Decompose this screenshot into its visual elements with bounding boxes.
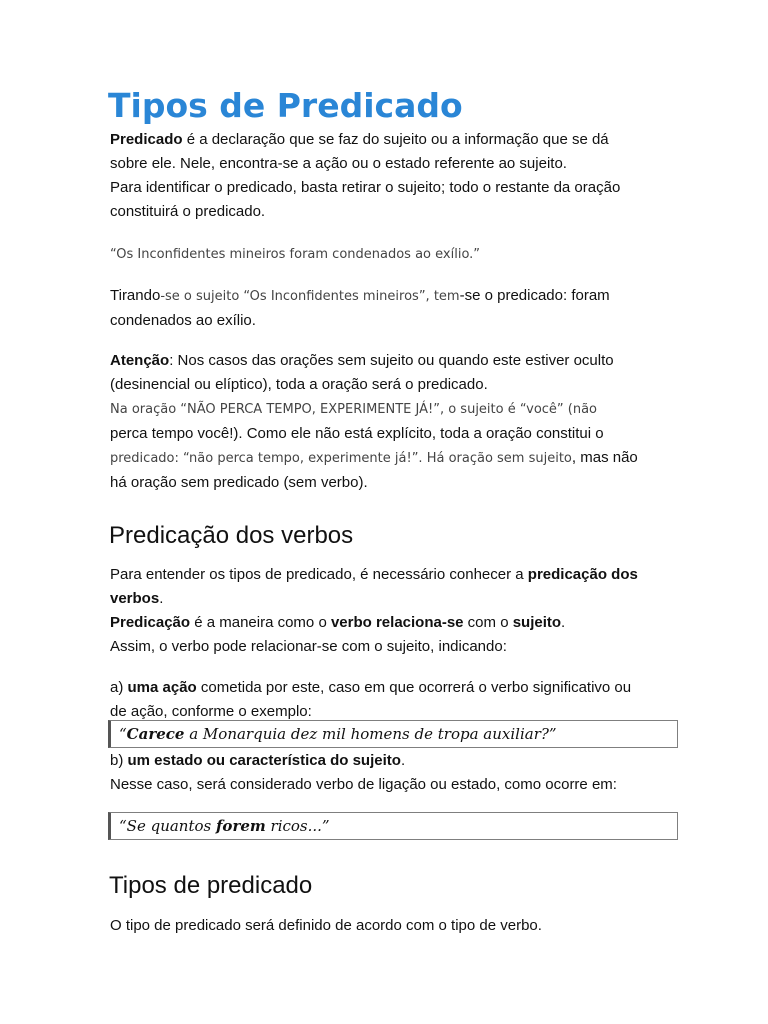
item-b-paragraph — [110, 749, 670, 797]
attention-line-4: perca tempo você!). Como ele não está explícito, toda a oração constitui o — [110, 425, 604, 442]
page-title: Tipos de Predicado — [108, 86, 463, 125]
attention-line-3: Na oração “NÃO PERCA TEMPO, EXPERIMENTE JÁ!”, o sujeito é “você” (não — [110, 402, 598, 417]
term-verbo-relaciona: verbo relaciona-se — [330, 614, 464, 631]
quote-open-mark: “ — [119, 725, 127, 743]
attention-line-6: há oração sem predicado (sem verbo). — [110, 474, 368, 491]
explanation-part-b: -se o sujeito “Os Inconfidentes mineiros”, tem — [160, 289, 460, 304]
predicacao-line-1: Para entender os tipos de predicado, é necessário conhecer a — [110, 566, 528, 583]
term-estado: um estado ou característica do sujeito — [127, 752, 401, 769]
predicacao-line-4: Assim, o verbo pode relacionar-se com o sujeito, indicando: — [110, 638, 507, 655]
predicacao-line-3-mid: é a maneira como o — [190, 614, 331, 631]
quote-1-rest: a Monarquia dez mil homens de tropa auxiliar?” — [184, 725, 557, 743]
attention-line-1: : Nos casos das orações sem sujeito ou quando este estiver oculto — [169, 352, 614, 369]
attention-paragraph — [110, 349, 670, 495]
item-a-prefix: a) — [110, 679, 128, 696]
item-a-line-2: de ação, conforme o exemplo: — [110, 703, 312, 720]
term-verbos: verbos — [110, 590, 160, 607]
term-predicacao-dos: predicação dos — [527, 566, 638, 583]
intro-line-1: é a declaração que se faz do sujeito ou a informação que se dá — [182, 131, 609, 148]
explanation-part-a: Tirando — [110, 287, 161, 304]
example-explanation — [110, 284, 670, 333]
explanation-line-2: condenados ao exílio. — [110, 312, 256, 329]
intro-paragraph — [110, 128, 670, 224]
quote-term-forem: forem — [215, 817, 266, 835]
item-a-paragraph — [110, 676, 670, 724]
attention-line-5a: predicado: “não perca tempo, experimente já!”. Há oração sem sujeito — [110, 451, 572, 466]
term-sujeito: sujeito — [512, 614, 562, 631]
quote-2-pre: “Se quantos — [119, 817, 216, 835]
explanation-part-c: -se o predicado: foram — [459, 287, 610, 304]
predicacao-line-3-end: . — [561, 614, 566, 631]
predicacao-line-3-mid2: com o — [463, 614, 513, 631]
predicacao-paragraph — [110, 563, 670, 659]
quote-term-carece: Carece — [126, 725, 185, 743]
item-b-end: . — [400, 752, 406, 769]
item-b-prefix: b) — [110, 752, 128, 769]
attention-line-5b: , mas não — [571, 449, 638, 466]
attention-line-2: (desinencial ou elíptico), toda a oração será o predicado. — [110, 376, 488, 393]
quote-box-se-quantos — [108, 812, 678, 840]
quote-2-post: ricos...” — [265, 817, 330, 835]
intro-line-2: sobre ele. Nele, encontra-se a ação ou o estado referente ao sujeito. — [110, 155, 567, 172]
item-a-line-1: cometida por este, caso em que ocorrerá o verbo significativo ou — [196, 679, 632, 696]
item-b-line-2: Nesse caso, será considerado verbo de ligação ou estado, como ocorre em: — [110, 776, 617, 793]
term-predicacao: Predicação — [110, 614, 191, 631]
section-heading-tipos: Tipos de predicado — [109, 872, 313, 899]
term-predicado: Predicado — [110, 131, 183, 148]
quote-box-carece — [108, 720, 678, 748]
predicacao-line-2-end: . — [159, 590, 164, 607]
term-atencao: Atenção — [110, 352, 170, 369]
intro-line-3: Para identificar o predicado, basta retirar o sujeito; todo o restante da oração — [110, 179, 621, 196]
intro-line-4: constituirá o predicado. — [110, 203, 266, 220]
term-uma-acao: uma ação — [127, 679, 197, 696]
section-heading-predicacao: Predicação dos verbos — [109, 522, 354, 549]
example-sentence: “Os Inconfidentes mineiros foram condenados ao exílio.” — [110, 247, 481, 262]
tipos-paragraph: O tipo de predicado será definido de acordo com o tipo de verbo. — [110, 917, 542, 934]
